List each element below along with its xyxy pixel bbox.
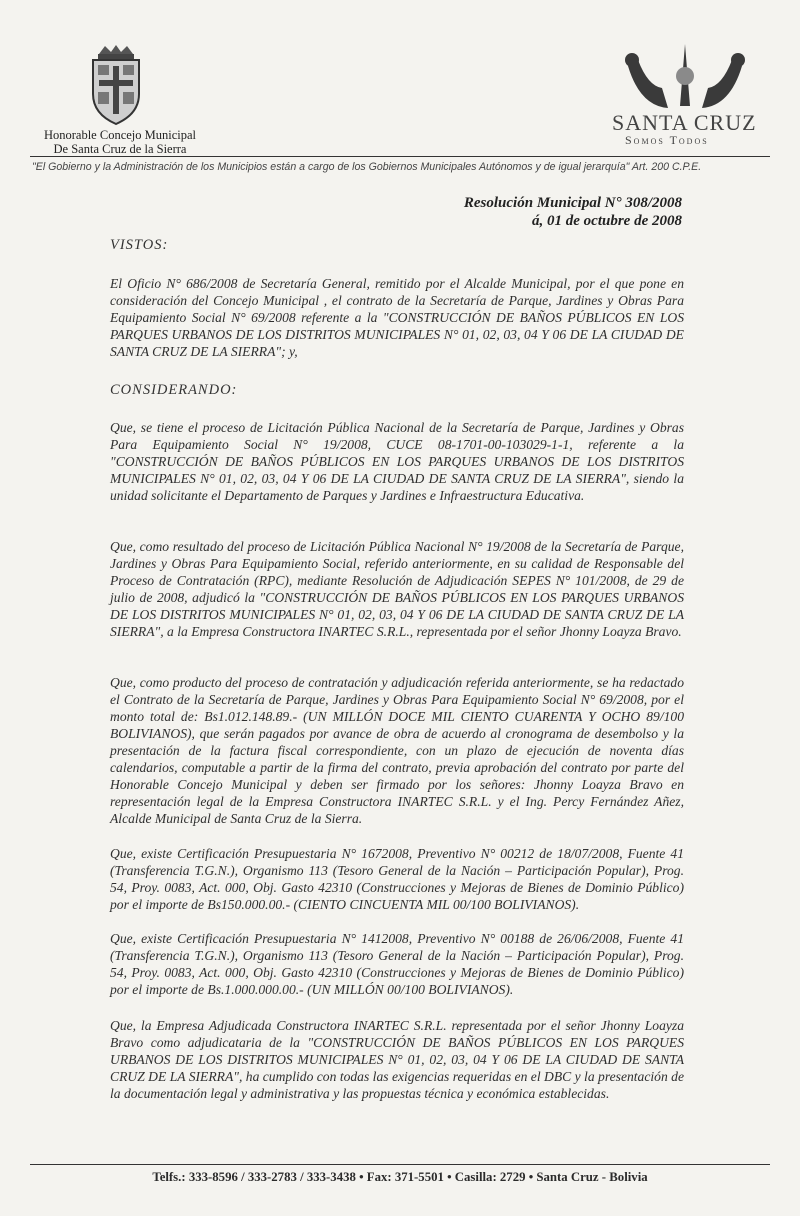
council-name-line1: Honorable Concejo Municipal — [43, 128, 197, 142]
logo-motto: Somos Todos — [625, 133, 709, 147]
vistos-heading: VISTOS: — [110, 237, 169, 253]
paragraph-considerando-5: Que, existe Certificación Presupuestaria N° 1412008, Preventivo N° 00188 de 26/06/2008, Fuente 41 (Transferencia T.G.N.), Organismo 113 (Tesoro General de la Nación – Participación Popular), Prog. 54, Proy. 0083, Act. 000, Obj. Gasto 42310 (Construcciones y Mejoras de Bienes de Dominio Público) por el importe de Bs.1.000.000.00.- (UN MILLÓN 00/100 BOLIVIANOS). — [110, 931, 684, 997]
paragraph-considerando-1: Que, se tiene el proceso de Licitación Pública Nacional de la Secretaría de Parque, Jardines y Obras Para Equipamiento Social N° 19/2008, CUCE 08-1701-00-103029-1-1, referente a la "CONSTRUCCIÓN DE BAÑOS PÚBLICOS EN LOS PARQUES URBANOS DE LOS DISTRITOS MUNICIPALES N° 01, 02, 03, 04 Y 06 DE LA CIUDAD DE SANTA CRUZ DE LA SIERRA", siendo la unidad solicitante el Departamento de Parques y Jardines e Infraestructura Educativa. — [110, 420, 684, 503]
footer-contact: Telfs.: 333-8596 / 333-2783 / 333-3438 • Fax: 371-5501 • Casilla: 2729 • Santa Cruz - Bolivia — [152, 1170, 648, 1184]
council-name — [40, 128, 200, 156]
resolution-title: Resolución Municipal N° 308/2008 — [463, 195, 682, 211]
footer-divider — [30, 1164, 770, 1165]
resolution-date: á, 01 de octubre de 2008 — [532, 213, 682, 229]
paragraph-considerando-4: Que, existe Certificación Presupuestaria N° 1672008, Preventivo N° 00212 de 18/07/2008, Fuente 41 (Transferencia T.G.N.), Organismo 113 (Tesoro General de la Nación – Participación Popular), Prog. 54, Proy. 0083, Act. 000, Obj. Gasto 42310 (Construcciones y Mejoras de Bienes de Dominio Público) por el importe de Bs150.000.00.- (CIENTO CINCUENTA MIL 00/100 BOLIVIANOS). — [110, 846, 684, 912]
paragraph-considerando-6: Que, la Empresa Adjudicada Constructora INARTEC S.R.L. representada por el señor Jhonny Loayza Bravo como adjudicataria de la "CONSTRUCCIÓN DE BAÑOS PÚBLICOS EN LOS PARQUES URBANOS DE LOS DISTRITOS MUNICIPALES N° 01, 02, 03, 04 Y 06 DE LA CIUDAD DE SANTA CRUZ DE LA SIERRA", ha cumplido con todas las exigencias requeridas en el DBC y la presentación de la documentación legal y administrativa y las propuestas técnica y económica establecidas. — [110, 1018, 684, 1101]
considerando-heading: CONSIDERANDO: — [110, 382, 238, 398]
council-name-line2: De Santa Cruz de la Sierra — [53, 142, 187, 156]
header-divider — [30, 156, 770, 157]
paragraph-considerando-3: Que, como producto del proceso de contratación y adjudicación referida anteriormente, se ha redactado el Contrato de la Secretaría de Parque, Jardines y Obras Para Equipamiento Social N° 69/2008, por el monto total de: Bs1.012.148.89.- (UN MILLÓN DOCE MIL CIENTO CUARENTA Y OCHO 89/100 BOLIVIANOS), que serán pagados por avance de obra de acuerdo al cronograma de desembolso y la presentación de la factura fiscal correspondiente, con un plazo de ejecución de noventa días calendarios, computable a partir de la firma del contrato, previa aprobación del contrato por parte del Honorable Concejo Municipal y deben ser firmado por los señores: Jhonny Loayza Bravo en representación legal de la Empresa Constructora INARTEC S.R.L. y el Ing. Percy Fernández Añez, Alcalde Municipal de Santa Cruz de la Sierra. — [110, 675, 684, 826]
paragraph-vistos: El Oficio N° 686/2008 de Secretaría General, remitido por el Alcalde Municipal, por el que pone en consideración del Concejo Municipal , el contrato de la Secretaría de Parque, Jardines y Obras Para Equipamiento Social N° 69/2008 referente a la "CONSTRUCCIÓN DE BAÑOS PÚBLICOS EN LOS PARQUES URBANOS DE LOS DISTRITOS MUNICIPALES N° 01, 02, 03, 04 Y 06 DE LA CIUDAD DE SANTA CRUZ DE LA SIERRA"; y, — [110, 276, 684, 359]
logo-name: SANTA CRUZ — [612, 110, 757, 135]
santa-cruz-logo-icon — [610, 36, 760, 116]
constitution-quote: "El Gobierno y la Administración de los Municipios están a cargo de los Gobiernos Municipales Autónomos y de igual jerarquía" Art. 200 C.P.E. — [32, 161, 702, 173]
council-crest-icon — [85, 44, 147, 126]
paragraph-considerando-2: Que, como resultado del proceso de Licitación Pública Nacional N° 19/2008 de la Secretaría de Parque, Jardines y Obras Para Equipamiento Social, referido anteriormente, en su calidad de Responsable del Proceso de Contratación (RPC), mediante Resolución de Adjudicación SEPES N° 101/2008, de 29 de julio de 2008, adjudicó la "CONSTRUCCIÓN DE BAÑOS PÚBLICOS EN LOS PARQUES URBANOS DE LOS DISTRITOS MUNICIPALES N° 01, 02, 03, 04 Y 06 DE LA CIUDAD DE SANTA CRUZ DE LA SIERRA", a la Empresa Constructora INARTEC S.R.L., representada por el señor Jhonny Loayza Bravo. — [110, 539, 684, 639]
